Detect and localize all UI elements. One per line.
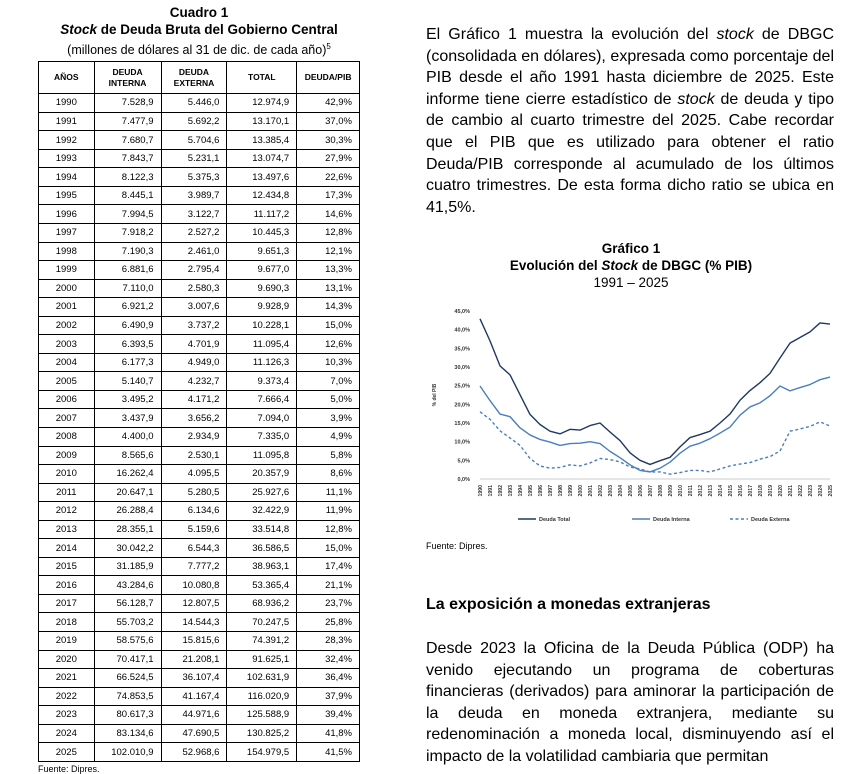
value-cell: 7.477,9 <box>94 112 161 131</box>
table-row <box>39 632 360 651</box>
year-cell: 2018 <box>39 613 95 632</box>
x-tick-label: 2016 <box>738 485 744 497</box>
value-cell: 2.527,2 <box>161 223 227 242</box>
value-cell: 83.134,6 <box>94 724 161 743</box>
value-cell: 10.080,8 <box>161 576 227 595</box>
value-cell: 102.631,9 <box>227 669 297 688</box>
year-cell: 2011 <box>39 483 95 502</box>
x-tick-label: 1993 <box>508 485 514 497</box>
value-cell: 2.461,0 <box>161 242 227 261</box>
value-cell: 6.921,2 <box>94 298 161 317</box>
value-cell: 32,4% <box>297 650 360 669</box>
table-subtitle: (millones de dólares al 31 de dic. de cada año)$^5$ <box>67 42 331 58</box>
value-cell: 5.159,6 <box>161 520 227 539</box>
x-tick-label: 2002 <box>598 485 604 497</box>
year-cell: 2022 <box>39 687 95 706</box>
value-cell: 41.167,4 <box>161 687 227 706</box>
x-tick-label: 2000 <box>578 485 584 497</box>
table-header-cell: DEUDA/PIB <box>297 62 360 94</box>
value-cell: 7.666,4 <box>227 390 297 409</box>
value-cell: 2.580,3 <box>161 279 227 298</box>
section-paragraph: Desde 2023 la Oficina de la Deuda Pública (ODP) ha venido ejecutando un programa de coberturas financieras (derivados) para aminorar la participación de la deuda en moneda extranjera, mediante su redenominación a moneda local, disminuyendo así el impacto de la volatilidad cambiaria que permitan <box>426 640 834 765</box>
value-cell: 6.177,3 <box>94 353 161 372</box>
chart-source: Fuente: Dipres. <box>426 541 488 551</box>
x-tick-label: 1999 <box>568 485 574 497</box>
table-row <box>39 316 360 335</box>
x-tick-label: 2005 <box>628 485 634 497</box>
value-cell: 38.963,1 <box>227 557 297 576</box>
value-cell: 10.445,3 <box>227 223 297 242</box>
x-tick-label: 2019 <box>768 485 774 497</box>
value-cell: 36.107,4 <box>161 669 227 688</box>
x-tick-label: 1995 <box>528 485 534 497</box>
value-cell: 4,9% <box>297 428 360 447</box>
table-row <box>39 483 360 502</box>
x-tick-label: 2003 <box>608 485 614 497</box>
chart-number: Gráfico 1 <box>601 241 661 256</box>
value-cell: 74.853,5 <box>94 687 161 706</box>
year-cell: 2021 <box>39 669 95 688</box>
year-cell: 2014 <box>39 539 95 558</box>
value-cell: 3.737,2 <box>161 316 227 335</box>
value-cell: 13,1% <box>297 279 360 298</box>
value-cell: 28,3% <box>297 632 360 651</box>
value-cell: 36,4% <box>297 669 360 688</box>
table-row <box>39 669 360 688</box>
value-cell: 7.680,7 <box>94 131 161 150</box>
value-cell: 43.284,6 <box>94 576 161 595</box>
section-heading: La exposición a monedas extranjeras <box>426 596 711 613</box>
chart-caption <box>426 240 836 291</box>
value-cell: 4.949,0 <box>161 353 227 372</box>
value-cell: 6.881,6 <box>94 261 161 280</box>
value-cell: 37,9% <box>297 687 360 706</box>
table-row <box>39 687 360 706</box>
year-cell: 2002 <box>39 316 95 335</box>
year-cell: 2005 <box>39 372 95 391</box>
value-cell: 5.375,3 <box>161 168 227 187</box>
value-cell: 15,0% <box>297 316 360 335</box>
value-cell: 12,8% <box>297 223 360 242</box>
value-cell: 68.936,2 <box>227 594 297 613</box>
x-tick-label: 2015 <box>728 485 734 497</box>
year-cell: 1996 <box>39 205 95 224</box>
intro-paragraph-block <box>426 24 834 218</box>
value-cell: 3.437,9 <box>94 409 161 428</box>
value-cell: 27,9% <box>297 149 360 168</box>
table-row <box>39 465 360 484</box>
year-cell: 2000 <box>39 279 95 298</box>
table-number: Cuadro 1 <box>169 5 229 20</box>
intro-paragraph: El Gráfico 1 muestra la evolución del stock de DBGC (consolidada en dólares), expresada como porcentaje del PIB desde el año 1991 hasta diciembre de 2025. Este informe tiene cierre estadístico de stock de deuda y tipo de cambio al cuarto trimestre del 2025. Cabe recordar que el PIB que es utilizado para obtener el ratio Deuda/PIB corresponde al acumulado de los últimos cuatro trimestres. De esta forma dicho ratio se ubica en 41,5%. <box>426 26 835 216</box>
table-block <box>38 4 360 774</box>
year-cell: 2023 <box>39 706 95 725</box>
table-row <box>39 594 360 613</box>
x-tick-label: 2020 <box>778 485 784 497</box>
table-row <box>39 502 360 521</box>
value-cell: 5.704,6 <box>161 131 227 150</box>
value-cell: 3.007,6 <box>161 298 227 317</box>
y-tick-label: 0,0% <box>457 477 470 483</box>
x-tick-label: 2014 <box>718 485 724 497</box>
value-cell: 53.365,4 <box>227 576 297 595</box>
value-cell: 3.495,2 <box>94 390 161 409</box>
y-tick-label: 10,0% <box>454 439 470 446</box>
value-cell: 17,4% <box>297 557 360 576</box>
value-cell: 21.208,1 <box>161 650 227 669</box>
value-cell: 7.335,0 <box>227 428 297 447</box>
x-tick-label: 2011 <box>688 485 694 497</box>
value-cell: 12,6% <box>297 335 360 354</box>
value-cell: 4.232,7 <box>161 372 227 391</box>
table-row <box>39 279 360 298</box>
value-cell: 4.171,2 <box>161 390 227 409</box>
y-tick-label: 25,0% <box>454 383 470 390</box>
x-tick-label: 2017 <box>748 485 754 497</box>
value-cell: 17,3% <box>297 186 360 205</box>
value-cell: 7.918,2 <box>94 223 161 242</box>
value-cell: 66.524,5 <box>94 669 161 688</box>
value-cell: 5.280,5 <box>161 483 227 502</box>
table-row <box>39 94 360 113</box>
x-tick-label: 2004 <box>618 485 624 497</box>
table-title: Stock de Deuda Bruta del Gobierno Central <box>60 22 338 37</box>
year-cell: 2015 <box>39 557 95 576</box>
debt-table <box>38 61 360 762</box>
table-row <box>39 298 360 317</box>
x-tick-label: 1990 <box>478 485 484 497</box>
year-cell: 2025 <box>39 743 95 762</box>
table-header-row <box>39 62 360 94</box>
series-line-deuda-total <box>480 319 830 465</box>
year-cell: 1993 <box>39 149 95 168</box>
value-cell: 7.777,2 <box>161 557 227 576</box>
table-row <box>39 372 360 391</box>
value-cell: 6.490,9 <box>94 316 161 335</box>
value-cell: 4.400,0 <box>94 428 161 447</box>
value-cell: 7.094,0 <box>227 409 297 428</box>
y-tick-label: 30,0% <box>454 365 470 371</box>
value-cell: 5,0% <box>297 390 360 409</box>
value-cell: 5.140,7 <box>94 372 161 391</box>
value-cell: 15.815,6 <box>161 632 227 651</box>
value-cell: 15,0% <box>297 539 360 558</box>
value-cell: 26.288,4 <box>94 502 161 521</box>
table-row <box>39 261 360 280</box>
year-cell: 2004 <box>39 353 95 372</box>
table-row <box>39 390 360 409</box>
table-row <box>39 724 360 743</box>
value-cell: 11,9% <box>297 502 360 521</box>
value-cell: 30.042,2 <box>94 539 161 558</box>
year-cell: 1995 <box>39 186 95 205</box>
x-tick-label: 1992 <box>498 485 504 497</box>
table-header-cell: AÑOS <box>39 62 95 94</box>
y-axis-label: % del PIB <box>432 383 438 407</box>
x-tick-label: 2006 <box>638 485 644 497</box>
year-cell: 2017 <box>39 594 95 613</box>
value-cell: 10.228,1 <box>227 316 297 335</box>
y-tick-label: 5,0% <box>457 458 470 465</box>
table-row <box>39 446 360 465</box>
table-header-cell: DEUDA INTERNA <box>94 62 161 94</box>
y-tick-label: 45,0% <box>454 309 470 315</box>
value-cell: 102.010,9 <box>94 743 161 762</box>
value-cell: 9.373,4 <box>227 372 297 391</box>
value-cell: 6.544,3 <box>161 539 227 558</box>
table-row <box>39 539 360 558</box>
value-cell: 7,0% <box>297 372 360 391</box>
table-row <box>39 168 360 187</box>
value-cell: 12,8% <box>297 520 360 539</box>
value-cell: 130.825,2 <box>227 724 297 743</box>
chart-block <box>426 240 836 533</box>
year-cell: 1991 <box>39 112 95 131</box>
y-tick-label: 40,0% <box>454 327 470 334</box>
value-cell: 70.417,1 <box>94 650 161 669</box>
legend-label: Deuda Interna <box>653 517 690 523</box>
table-row <box>39 428 360 447</box>
year-cell: 1994 <box>39 168 95 187</box>
value-cell: 42,9% <box>297 94 360 113</box>
x-tick-label: 1997 <box>548 485 554 497</box>
value-cell: 3.122,7 <box>161 205 227 224</box>
chart-subtitle: 1991 – 2025 <box>593 275 669 290</box>
year-cell: 2003 <box>39 335 95 354</box>
value-cell: 4.701,9 <box>161 335 227 354</box>
value-cell: 8.565,6 <box>94 446 161 465</box>
x-tick-label: 1991 <box>488 485 494 497</box>
year-cell: 1990 <box>39 94 95 113</box>
table-row <box>39 112 360 131</box>
table-row <box>39 335 360 354</box>
value-cell: 13.074,7 <box>227 149 297 168</box>
x-tick-label: 2013 <box>708 485 714 497</box>
value-cell: 116.020,9 <box>227 687 297 706</box>
legend-label: Deuda Total <box>539 517 571 523</box>
year-cell: 1999 <box>39 261 95 280</box>
value-cell: 12.434,8 <box>227 186 297 205</box>
x-tick-label: 2012 <box>698 485 704 497</box>
value-cell: 21,1% <box>297 576 360 595</box>
line-chart <box>426 293 836 533</box>
value-cell: 11.095,4 <box>227 335 297 354</box>
year-cell: 2012 <box>39 502 95 521</box>
value-cell: 32.422,9 <box>227 502 297 521</box>
year-cell: 1997 <box>39 223 95 242</box>
table-row <box>39 242 360 261</box>
value-cell: 8,6% <box>297 465 360 484</box>
value-cell: 47.690,5 <box>161 724 227 743</box>
value-cell: 25.927,6 <box>227 483 297 502</box>
table-row <box>39 205 360 224</box>
value-cell: 25,8% <box>297 613 360 632</box>
value-cell: 6.134,6 <box>161 502 227 521</box>
value-cell: 70.247,5 <box>227 613 297 632</box>
value-cell: 9.928,9 <box>227 298 297 317</box>
value-cell: 37,0% <box>297 112 360 131</box>
value-cell: 12.974,9 <box>227 94 297 113</box>
value-cell: 28.355,1 <box>94 520 161 539</box>
value-cell: 58.575,6 <box>94 632 161 651</box>
value-cell: 5.692,2 <box>161 112 227 131</box>
x-tick-label: 2023 <box>808 485 814 497</box>
x-tick-label: 1994 <box>518 485 524 497</box>
table-row <box>39 353 360 372</box>
value-cell: 7.190,3 <box>94 242 161 261</box>
value-cell: 6.393,5 <box>94 335 161 354</box>
value-cell: 11.117,2 <box>227 205 297 224</box>
x-tick-label: 2001 <box>588 485 594 497</box>
value-cell: 16.262,4 <box>94 465 161 484</box>
table-row <box>39 186 360 205</box>
value-cell: 44.971,6 <box>161 706 227 725</box>
value-cell: 7.843,7 <box>94 149 161 168</box>
value-cell: 9.690,3 <box>227 279 297 298</box>
value-cell: 5,8% <box>297 446 360 465</box>
y-tick-label: 20,0% <box>454 402 470 409</box>
value-cell: 2.530,1 <box>161 446 227 465</box>
table-source: Fuente: Dipres. <box>38 763 100 774</box>
value-cell: 13,3% <box>297 261 360 280</box>
table-row <box>39 409 360 428</box>
value-cell: 10,3% <box>297 353 360 372</box>
value-cell: 5.231,1 <box>161 149 227 168</box>
table-row <box>39 223 360 242</box>
value-cell: 3.656,2 <box>161 409 227 428</box>
value-cell: 74.391,2 <box>227 632 297 651</box>
table-header-cell: TOTAL <box>227 62 297 94</box>
value-cell: 20.357,9 <box>227 465 297 484</box>
value-cell: 154.979,5 <box>227 743 297 762</box>
x-tick-label: 2022 <box>798 485 804 497</box>
value-cell: 80.617,3 <box>94 706 161 725</box>
table-row <box>39 613 360 632</box>
value-cell: 9.677,0 <box>227 261 297 280</box>
value-cell: 7.528,9 <box>94 94 161 113</box>
year-cell: 1992 <box>39 131 95 150</box>
value-cell: 3.989,7 <box>161 186 227 205</box>
value-cell: 36.586,5 <box>227 539 297 558</box>
x-tick-label: 1998 <box>558 485 564 497</box>
value-cell: 20.647,1 <box>94 483 161 502</box>
value-cell: 2.934,9 <box>161 428 227 447</box>
value-cell: 33.514,8 <box>227 520 297 539</box>
table-row <box>39 557 360 576</box>
value-cell: 14,3% <box>297 298 360 317</box>
x-tick-label: 2021 <box>788 485 794 497</box>
x-tick-label: 2007 <box>648 485 654 497</box>
legend-label: Deuda Externa <box>751 517 790 523</box>
y-tick-label: 15,0% <box>454 421 470 427</box>
value-cell: 52.968,6 <box>161 743 227 762</box>
year-cell: 2007 <box>39 409 95 428</box>
value-cell: 41,8% <box>297 724 360 743</box>
value-cell: 23,7% <box>297 594 360 613</box>
table-caption <box>38 4 360 59</box>
y-tick-label: 35,0% <box>454 346 470 353</box>
value-cell: 7.994,5 <box>94 205 161 224</box>
table-row <box>39 576 360 595</box>
year-cell: 2019 <box>39 632 95 651</box>
year-cell: 2020 <box>39 650 95 669</box>
table-row <box>39 706 360 725</box>
value-cell: 12.807,5 <box>161 594 227 613</box>
value-cell: 13.385,4 <box>227 131 297 150</box>
x-tick-label: 2024 <box>818 485 824 497</box>
value-cell: 39,4% <box>297 706 360 725</box>
year-cell: 2009 <box>39 446 95 465</box>
value-cell: 14,6% <box>297 205 360 224</box>
value-cell: 41,5% <box>297 743 360 762</box>
table-row <box>39 520 360 539</box>
value-cell: 2.795,4 <box>161 261 227 280</box>
value-cell: 13.170,1 <box>227 112 297 131</box>
value-cell: 5.446,0 <box>161 94 227 113</box>
year-cell: 2013 <box>39 520 95 539</box>
table-row <box>39 149 360 168</box>
value-cell: 12,1% <box>297 242 360 261</box>
value-cell: 8.445,1 <box>94 186 161 205</box>
value-cell: 31.185,9 <box>94 557 161 576</box>
value-cell: 30,3% <box>297 131 360 150</box>
value-cell: 11.095,8 <box>227 446 297 465</box>
value-cell: 55.703,2 <box>94 613 161 632</box>
year-cell: 2016 <box>39 576 95 595</box>
table-body <box>39 94 360 762</box>
value-cell: 11.126,3 <box>227 353 297 372</box>
value-cell: 11,1% <box>297 483 360 502</box>
x-tick-label: 2018 <box>758 485 764 497</box>
x-tick-label: 1996 <box>538 485 544 497</box>
table-row <box>39 650 360 669</box>
year-cell: 2008 <box>39 428 95 447</box>
value-cell: 3,9% <box>297 409 360 428</box>
x-tick-label: 2010 <box>678 485 684 497</box>
footnote-marker: 5 <box>326 42 331 51</box>
value-cell: 13.497,6 <box>227 168 297 187</box>
value-cell: 14.544,3 <box>161 613 227 632</box>
section-paragraph-block <box>426 638 834 768</box>
value-cell: 9.651,3 <box>227 242 297 261</box>
table-row <box>39 743 360 762</box>
x-tick-label: 2009 <box>668 485 674 497</box>
value-cell: 7.110,0 <box>94 279 161 298</box>
year-cell: 2010 <box>39 465 95 484</box>
series-line-deuda-externa <box>480 412 830 474</box>
value-cell: 56.128,7 <box>94 594 161 613</box>
year-cell: 2006 <box>39 390 95 409</box>
table-header-cell: DEUDA EXTERNA <box>161 62 227 94</box>
table-row <box>39 131 360 150</box>
year-cell: 2024 <box>39 724 95 743</box>
x-tick-label: 2008 <box>658 485 664 497</box>
value-cell: 4.095,5 <box>161 465 227 484</box>
x-tick-label: 2025 <box>828 485 834 497</box>
value-cell: 91.625,1 <box>227 650 297 669</box>
year-cell: 1998 <box>39 242 95 261</box>
chart-title: Evolución del Stock de DBGC (% PIB) <box>509 258 753 273</box>
value-cell: 22,6% <box>297 168 360 187</box>
value-cell: 125.588,9 <box>227 706 297 725</box>
value-cell: 8.122,3 <box>94 168 161 187</box>
year-cell: 2001 <box>39 298 95 317</box>
series-line-deuda-interna <box>480 377 830 472</box>
